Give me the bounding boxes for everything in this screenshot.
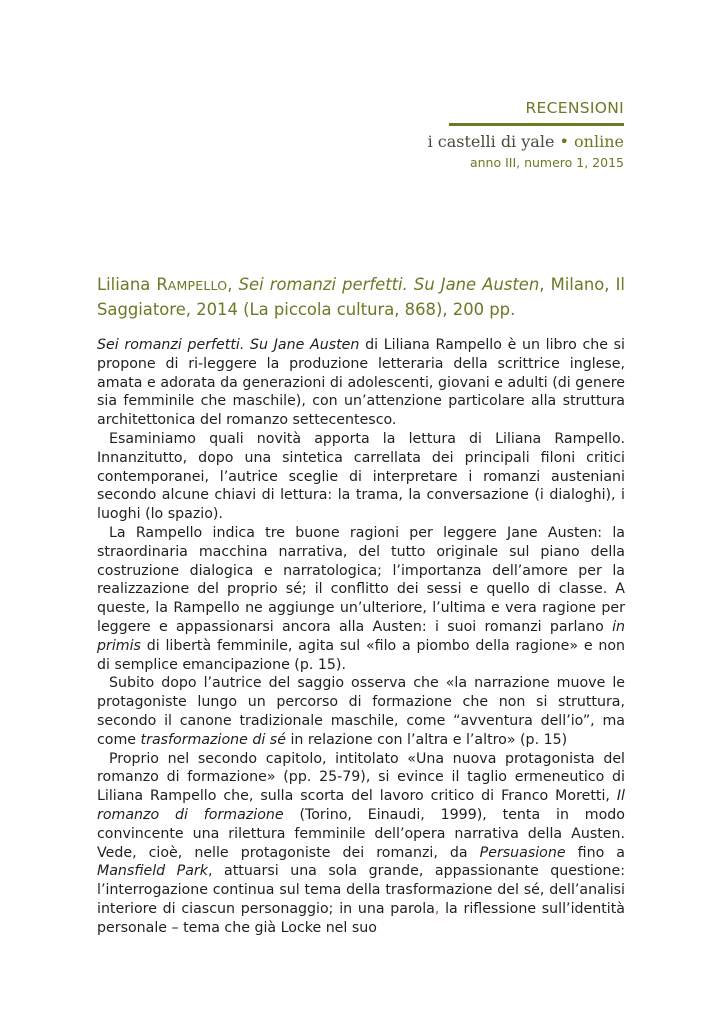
p5-text-d: , attuarsi una sola grande, appassionante questione: l’interrogazione continua sul tema della trasformazione del sé, dell’analisi interiore di ciascun personaggio; in una parola [97,863,625,917]
p1-text: di Liliana Rampello è un libro che si propone di ri-leggere la produzione letteraria della scrittrice inglese, amata e adorata da generazioni di adolescenti, giovani e adulti (di genere sia femminile che maschile), con un’attenzione particolare alla struttura architettonica del romanzo settecentesco. [97,337,625,429]
p4-italic: trasformazione di sé [140,731,286,748]
p4-text-b: in relazione con l’altra e l’altro» (p. 15) [285,731,568,748]
citation-title: Sei romanzi perfetti. Su Jane Austen [238,275,540,294]
paragraph-2 [97,430,625,524]
p1-book-title: Sei romanzi perfetti. Su Jane Austen [97,337,360,353]
p5-text-a: Proprio nel secondo capitolo, intitolato «Una nuova protagonista del romanzo di formazione» (pp. 25-79), si evince il taglio ermeneutico di Liliana Rampello che, sulla scorta del lavoro critico di Franco Moretti, [97,750,625,805]
journal-online: online [574,132,624,151]
p3-italic: in primis [97,618,625,654]
p5-italic-3: Mansfield Park [97,863,208,880]
p3-text-b: di libertà femminile, agita sul «filo a piombo della ragione» e non di semplice emancipazione (p. 15). [97,637,625,673]
citation-author-first: Liliana [97,275,151,294]
paragraph-1 [97,336,625,430]
p5-text-c: fino a [565,844,625,861]
book-citation [97,273,625,322]
section-label: RECENSIONI [525,99,624,117]
journal-bullet: • [559,132,569,151]
p5-text-e: la riflessione sull’identità personale – tema che già Locke nel suo [97,900,625,936]
issue-info: anno III, numero 1, 2015 [469,155,624,170]
citation-details: , Milano, Il Saggiatore, 2014 (La piccola cultura, 868), 200 pp. [97,275,625,319]
citation-author-last-initial: R [156,275,168,294]
p4-text-a: Subito dopo l’autrice del saggio osserva che «la narrazione muove le protagoniste lungo un percorso di formazione che non si struttura, secondo il canone tradizionale maschile, come “avventura dell’io”, ma come [97,675,625,748]
paragraph-3 [97,524,625,674]
review-body [97,336,625,938]
paragraph-4 [97,674,625,749]
citation-author-last-rest: AMPELLO [167,278,228,293]
header-rule [449,123,624,126]
p5-italic-1: Il romanzo di formazione [97,788,625,823]
paragraph-5 [97,750,625,938]
p5-red-comma: , [434,900,440,917]
p2-text: Esaminiamo quali novità apporta la lettura di Liliana Rampello. Innanzitutto, dopo una sintetica carrellata dei principali filoni critici contemporanei, l’autrice sceglie di interpretare i romanzi austeniani secondo alcune chiavi di lettura: la trama, la conversazione (i dialoghi), i luoghi (lo spazio). [97,430,625,523]
citation-comma: , [227,275,233,294]
p3-text-a: La Rampello indica tre buone ragioni per leggere Jane Austen: la straordinaria macchina narrativa, del tutto originale sul piano della costruzione dialogica e narratologica; l’importanza dell’amore per la realizzazione del proprio sé; il conflitto dei sessi e quello di classe. A queste, la Rampello ne aggiunge un’ulteriore, l’ultima e vera ragione per leggere e appassionarsi ancora alla Austen: i suoi romanzi parlano [97,524,625,635]
journal-name [428,132,624,152]
journal-title: i castelli di yale [427,132,555,151]
p5-text-b: (Torino, Einaudi, 1999), tenta in modo convincente una rilettura femminile dell’opera narrativa della Austen. Vede, cioè, nelle protagoniste dei romanzi, da [97,806,625,861]
p5-italic-2: Persuasione [479,844,566,861]
section-header [525,98,624,118]
